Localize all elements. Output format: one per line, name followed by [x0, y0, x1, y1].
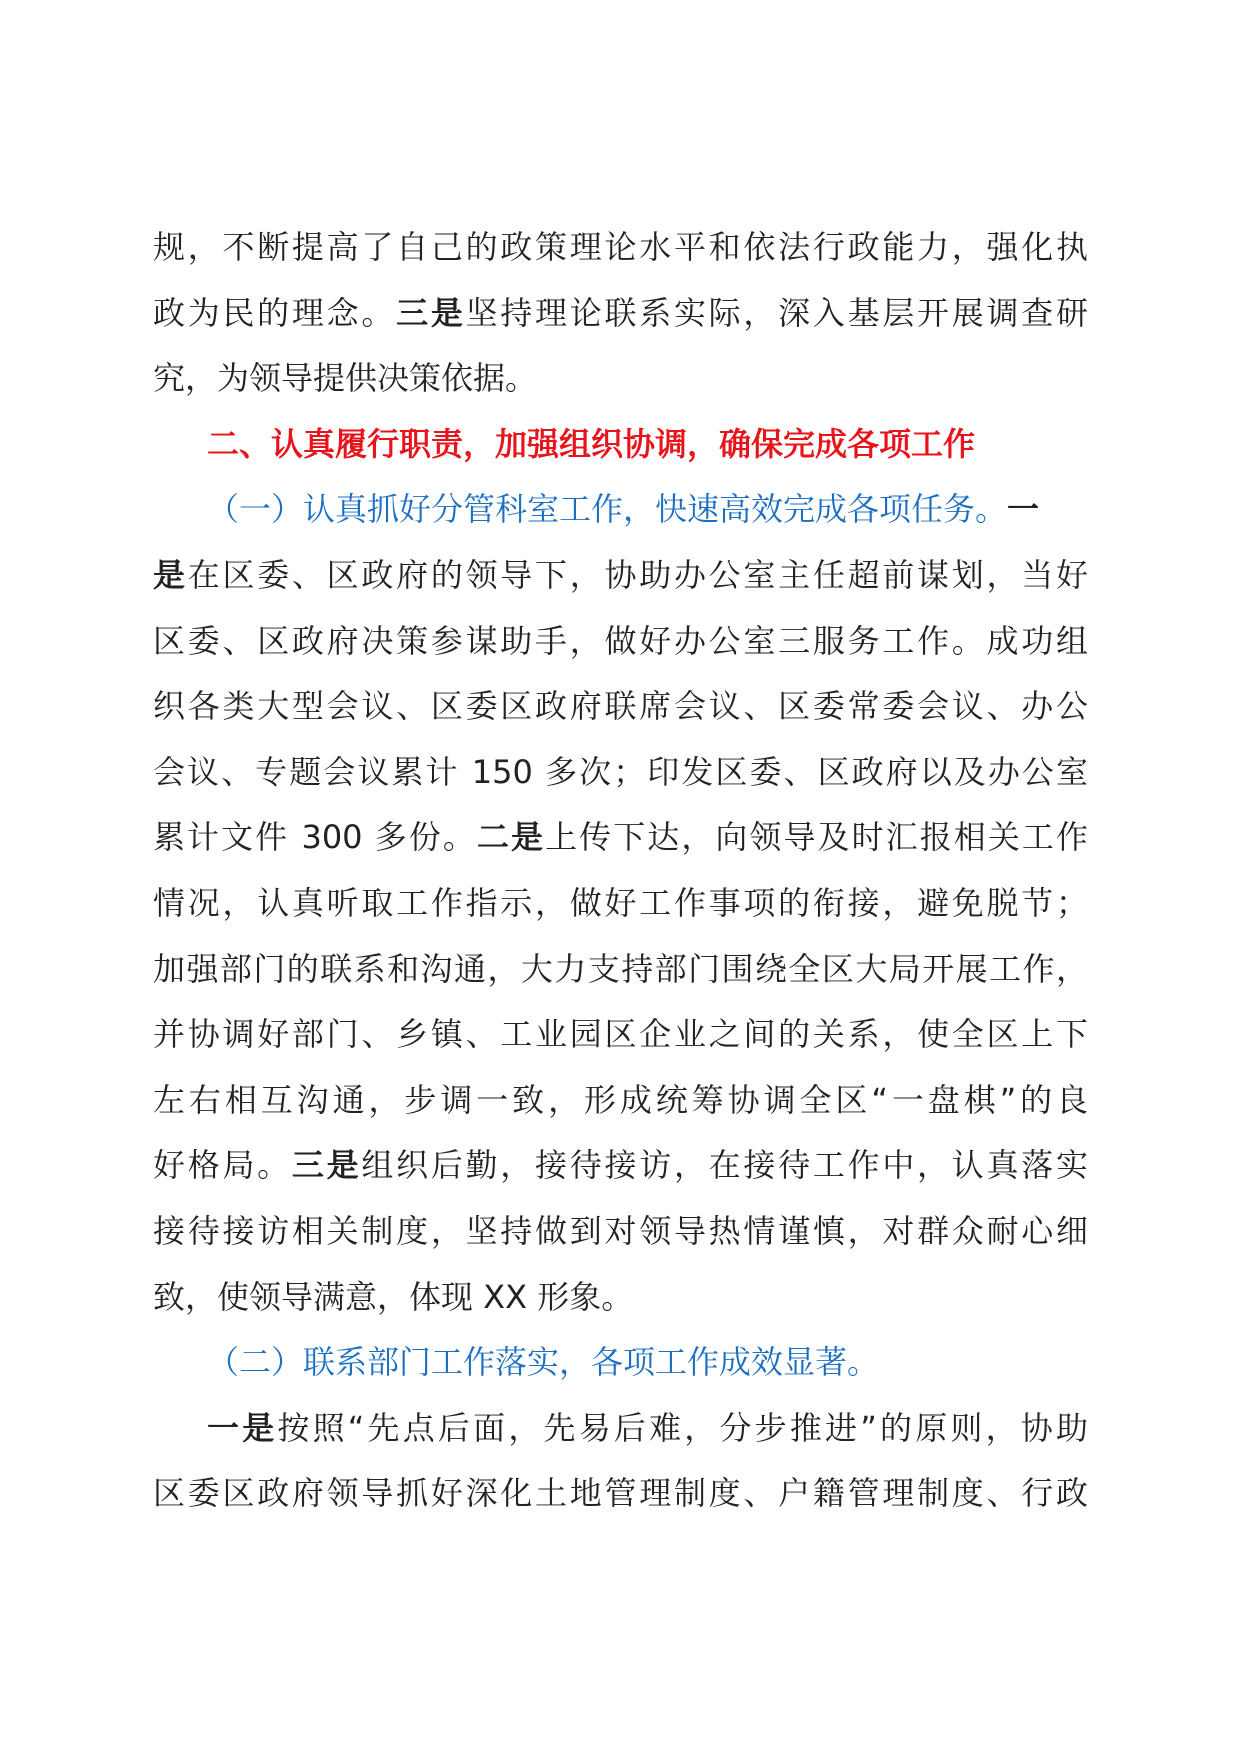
paragraph-line: 累计文件 300 多份。二是上传下达，向领导及时汇报相关工作	[153, 818, 1088, 857]
paragraph-line: 区委区政府领导抓好深化土地管理制度、户籍管理制度、行政	[153, 1474, 1088, 1513]
emphasis-text: 一是	[207, 1408, 278, 1447]
paragraph-line: 接待接访相关制度，坚持做到对领导热情谨慎，对群众耐心细	[153, 1211, 1088, 1250]
document-body	[153, 215, 1088, 1527]
emphasis-text: 一	[1007, 490, 1040, 529]
paragraph-line: 织各类大型会议、区委区政府联席会议、区委常委会议、办公	[153, 687, 1088, 726]
subsection-heading: （一）认真抓好分管科室工作，快速高效完成各项任务。一	[207, 490, 1040, 529]
emphasis-text: 三是	[291, 1146, 362, 1185]
paragraph-line: 左右相互沟通，步调一致，形成统筹协调全区“一盘棋”的良	[153, 1080, 1088, 1119]
emphasis-text: 是	[153, 555, 188, 594]
paragraph-line: 致，使领导满意，体现 XX 形象。	[153, 1277, 634, 1316]
subsection-heading: （二）联系部门工作落实，各项工作成效显著。	[207, 1343, 880, 1382]
paragraph-line: 区委、区政府决策参谋助手，做好办公室三服务工作。成功组	[153, 621, 1088, 660]
paragraph-line: 并协调好部门、乡镇、工业园区企业之间的关系，使全区上下	[153, 1015, 1088, 1054]
paragraph-line: 规，不断提高了自己的政策理论水平和依法行政能力，强化执	[153, 228, 1088, 266]
paragraph-line: 政为民的理念。三是坚持理论联系实际，深入基层开展调查研	[153, 293, 1088, 332]
section-heading: 二、认真履行职责，加强组织协调，确保完成各项工作	[207, 424, 976, 463]
paragraph-line: 好格局。三是组织后勤，接待接访，在接待工作中，认真落实	[153, 1146, 1088, 1185]
paragraph-line: 加强部门的联系和沟通，大力支持部门围绕全区大局开展工作，	[153, 949, 1088, 988]
emphasis-text: 二是	[476, 818, 546, 857]
paragraph-line: 情况，认真听取工作指示，做好工作事项的衔接，避免脱节；	[153, 883, 1088, 922]
paragraph-line: 是在区委、区政府的领导下，协助办公室主任超前谋划，当好	[153, 555, 1088, 594]
paragraph-line: 究，为领导提供决策依据。	[153, 359, 538, 398]
paragraph-line: 会议、专题会议累计 150 多次；印发区委、区政府以及办公室	[153, 752, 1088, 791]
emphasis-text: 三是	[396, 293, 466, 332]
paragraph-line: 一是按照“先点后面，先易后难，分步推进”的原则，协助	[207, 1408, 1088, 1447]
